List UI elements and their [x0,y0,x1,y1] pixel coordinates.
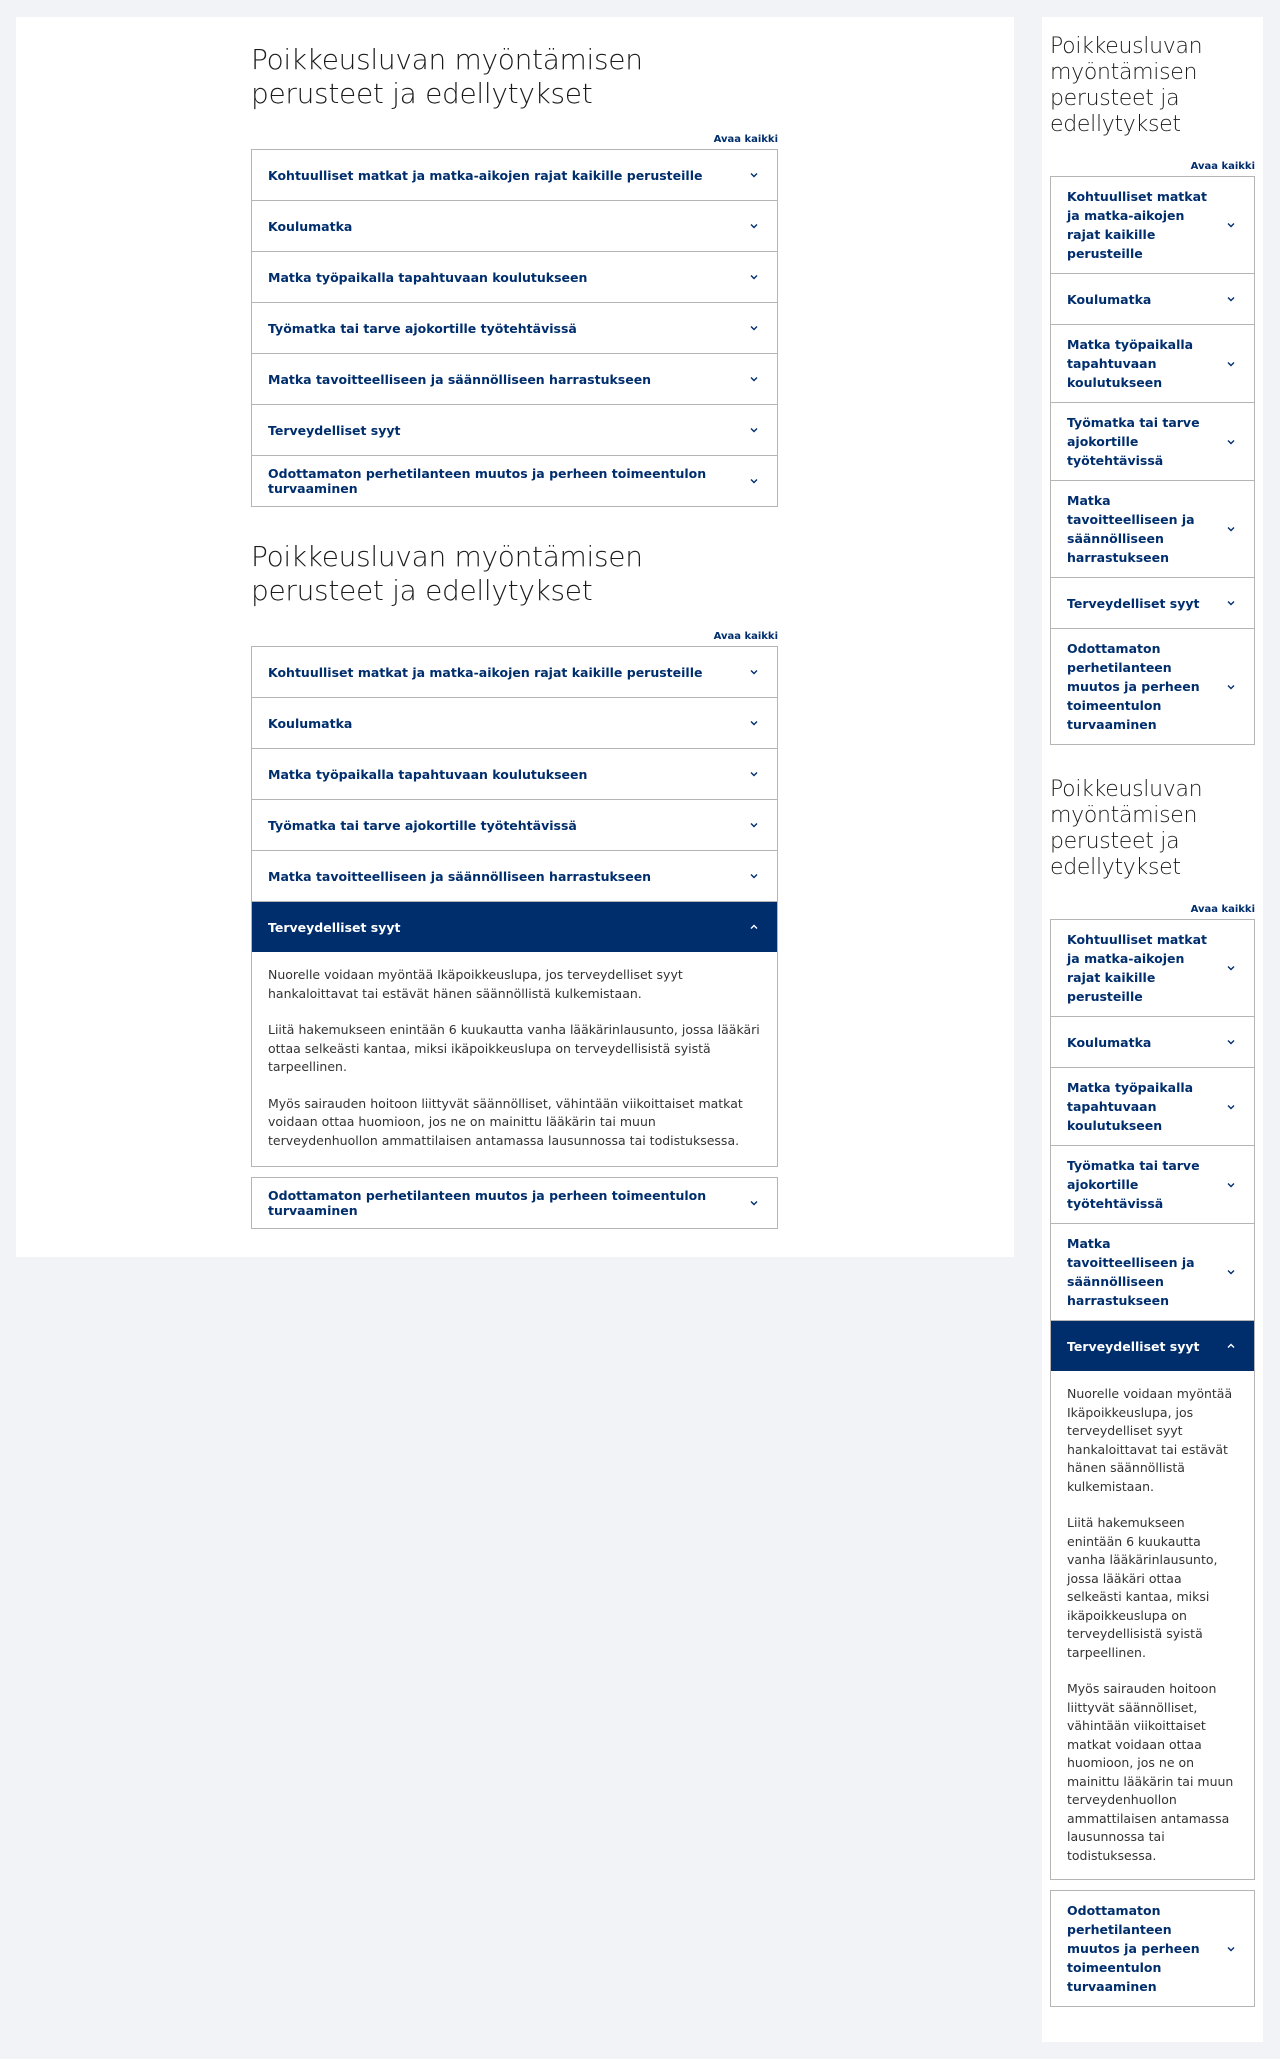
accordion-header[interactable] [1051,274,1254,324]
accordion-list [1050,1890,1255,2007]
accordion-header[interactable] [1051,629,1254,744]
accordion-list [251,1177,778,1229]
accordion-header[interactable] [252,647,777,697]
accordion-header[interactable] [1051,578,1254,628]
chevron-down-icon [1226,682,1236,692]
accordion-header-label: Työmatka tai tarve ajokortille työtehtävissä [1067,415,1200,468]
accordion-header[interactable] [1051,1146,1254,1223]
accordion-item [1051,628,1254,744]
content-paragraph: Myös sairauden hoitoon liittyvät säännölliset, vähintään viikoittaiset matkat voidaan ottaa huomioon, jos ne on mainittu lääkärin tai muun terveydenhuollon ammattilaisen antamassa lausunnossa tai todistuksessa. [1067,1681,1234,1863]
accordion-header[interactable] [252,1178,777,1228]
accordion-item [1051,480,1254,577]
content-paragraph: Myös sairauden hoitoon liittyvät säännölliset, vähintään viikoittaiset matkat voidaan ottaa huomioon, jos ne on mainittu lääkärin tai muun terveydenhuollon ammattilaisen antamassa lausunnossa tai todistuksessa. [268,1095,743,1148]
chevron-down-icon [1226,1180,1236,1190]
accordion-header-label: Odottamaton perhetilanteen muutos ja perheen toimeentulon turvaaminen [1067,641,1200,732]
accordion-item [252,850,777,901]
wide-preview-panel [16,17,1014,1257]
accordion-header[interactable] [1051,481,1254,577]
chevron-down-icon [1226,598,1236,608]
accordion-header-label: Kohtuulliset matkat ja matka-aikojen rajat kaikille perusteille [1067,189,1207,261]
accordion-item [252,799,777,850]
accordion-header-label: Matka työpaikalla tapahtuvaan koulutukseen [1067,337,1194,390]
accordion-header[interactable] [1051,403,1254,480]
accordion-header[interactable] [252,902,777,952]
accordion-header-label: Kohtuulliset matkat ja matka-aikojen rajat kaikille perusteille [268,167,703,183]
content-paragraph: Nuorelle voidaan myöntää Ikäpoikkeuslupa, jos terveydelliset syyt hankaloittavat tai estävät hänen säännöllistä kulkemistaan. [1067,1386,1233,1494]
accordion-header[interactable] [1051,1068,1254,1145]
accordion-header[interactable] [1051,1891,1254,2006]
accordion-header[interactable] [252,201,777,251]
chevron-down-icon [749,718,759,728]
accordion-header-label: Matka tavoitteelliseen ja säännölliseen harrastukseen [268,868,652,884]
accordion-item [1051,177,1254,273]
accordion-item [1051,920,1254,1016]
content-paragraph: Liitä hakemukseen enintään 6 kuukautta vanha lääkärinlausunto, jossa lääkäri ottaa selkeästi kantaa, miksi ikäpoikkeuslupa on terveydellisistä syistä tarpeellinen. [268,1022,760,1074]
accordion-header-label: Koulumatka [268,715,353,731]
chevron-down-icon [749,170,759,180]
accordion-header-label: Koulumatka [1067,291,1152,307]
accordion-list [1050,176,1255,745]
accordion-header-label: Matka tavoitteelliseen ja säännölliseen harrastukseen [268,371,652,387]
accordion-item-expanded [1051,1320,1254,1879]
accordion-header[interactable] [252,354,777,404]
chevron-down-icon [1226,359,1236,369]
accordion-header-label: Odottamaton perhetilanteen muutos ja perheen toimeentulon turvaaminen [1067,1903,1200,1994]
accordion-header-label: Koulumatka [268,218,353,234]
section-title: Poikkeusluvan myöntämisen perusteet ja edellytykset [251,43,643,110]
chevron-down-icon [1226,1102,1236,1112]
content-paragraph: Liitä hakemukseen enintään 6 kuukautta vanha lääkärinlausunto, jossa lääkäri ottaa selkeästi kantaa, miksi ikäpoikkeuslupa on terveydellisistä syistä tarpeellinen. [1067,1515,1218,1660]
accordion-header[interactable] [252,405,777,455]
accordion-header-label: Matka työpaikalla tapahtuvaan koulutukseen [268,766,588,782]
accordion-list [251,646,778,1167]
accordion-header[interactable] [252,698,777,748]
chevron-down-icon [749,425,759,435]
accordion-header[interactable] [252,252,777,302]
accordion-item [1051,1891,1254,2006]
accordion-section-expanded [1050,777,1255,2007]
accordion-header[interactable] [252,800,777,850]
chevron-down-icon [1226,524,1236,534]
accordion-item [1051,273,1254,324]
accordion-header-label: Työmatka tai tarve ajokortille työtehtävissä [268,817,577,833]
chevron-up-icon [1226,1341,1236,1351]
accordion-header[interactable] [1051,1017,1254,1067]
accordion-item [1051,1145,1254,1223]
open-all-link[interactable]: Avaa kaikki [713,134,778,145]
chevron-down-icon [749,667,759,677]
chevron-down-icon [1226,220,1236,230]
accordion-section-collapsed [1050,34,1255,745]
accordion-panel-content [252,952,777,1166]
chevron-down-icon [749,820,759,830]
chevron-down-icon [749,476,759,486]
open-all-link[interactable]: Avaa kaikki [1190,161,1255,172]
accordion-header-label: Matka tavoitteelliseen ja säännölliseen harrastukseen [1067,1236,1195,1308]
accordion-item [252,251,777,302]
accordion-item [1051,1223,1254,1320]
chevron-down-icon [749,323,759,333]
accordion-header[interactable] [252,851,777,901]
accordion-item [252,455,777,506]
accordion-item [252,697,777,748]
section-title: Poikkeusluvan myöntämisen perusteet ja edellytykset [1050,777,1203,880]
accordion-item [252,748,777,799]
chevron-down-icon [1226,963,1236,973]
chevron-down-icon [749,769,759,779]
accordion-header-label: Terveydelliset syyt [1067,1338,1200,1354]
narrow-preview-panel [1042,17,1263,2042]
accordion-header-label: Matka työpaikalla tapahtuvaan koulutukseen [268,269,588,285]
accordion-list [1050,919,1255,1880]
accordion-item [1051,402,1254,480]
chevron-down-icon [749,1198,759,1208]
accordion-header[interactable] [1051,177,1254,273]
accordion-item [252,150,777,200]
accordion-header-label: Kohtuulliset matkat ja matka-aikojen rajat kaikille perusteille [268,664,703,680]
chevron-down-icon [1226,294,1236,304]
chevron-down-icon [749,374,759,384]
chevron-down-icon [1226,1037,1236,1047]
accordion-item [1051,1016,1254,1067]
accordion-header-label: Koulumatka [1067,1034,1152,1050]
accordion-item-expanded [252,901,777,1166]
accordion-item [252,404,777,455]
accordion-header-label: Matka työpaikalla tapahtuvaan koulutukseen [1067,1080,1194,1133]
chevron-down-icon [1226,437,1236,447]
chevron-down-icon [749,221,759,231]
accordion-list [251,149,778,507]
accordion-header-label: Työmatka tai tarve ajokortille työtehtävissä [1067,1158,1200,1211]
accordion-header[interactable] [1051,1321,1254,1371]
open-all-link[interactable]: Avaa kaikki [713,631,778,642]
accordion-header-label: Odottamaton perhetilanteen muutos ja perheen toimeentulon turvaaminen [268,1188,707,1218]
chevron-down-icon [1226,1267,1236,1277]
accordion-panel-content [1051,1371,1254,1879]
accordion-section-collapsed [251,43,778,507]
section-title: Poikkeusluvan myöntämisen perusteet ja edellytykset [1050,34,1203,137]
accordion-item [1051,324,1254,402]
chevron-down-icon [749,871,759,881]
accordion-header[interactable] [1051,1224,1254,1320]
accordion-header-label: Terveydelliset syyt [268,422,401,438]
accordion-header[interactable] [1051,325,1254,402]
accordion-header[interactable] [252,303,777,353]
accordion-header[interactable] [252,749,777,799]
accordion-header[interactable] [1051,920,1254,1016]
accordion-header-label: Odottamaton perhetilanteen muutos ja perheen toimeentulon turvaaminen [268,466,707,496]
accordion-item [1051,1067,1254,1145]
chevron-up-icon [749,922,759,932]
accordion-item [252,200,777,251]
accordion-header-label: Terveydelliset syyt [268,919,401,935]
accordion-header-label: Työmatka tai tarve ajokortille työtehtävissä [268,320,577,336]
open-all-link[interactable]: Avaa kaikki [1190,904,1255,915]
chevron-down-icon [1226,1944,1236,1954]
accordion-item [252,353,777,404]
accordion-section-expanded [251,540,778,1229]
accordion-item [1051,577,1254,628]
accordion-item [252,302,777,353]
accordion-header-label: Kohtuulliset matkat ja matka-aikojen rajat kaikille perusteille [1067,932,1207,1004]
accordion-header-label: Terveydelliset syyt [1067,595,1200,611]
accordion-item [252,1178,777,1228]
accordion-header-label: Matka tavoitteelliseen ja säännölliseen harrastukseen [1067,493,1195,565]
content-paragraph: Nuorelle voidaan myöntää Ikäpoikkeuslupa, jos terveydelliset syyt hankaloittavat tai estävät hänen säännöllistä kulkemistaan. [268,967,683,1001]
accordion-header[interactable] [252,456,777,506]
accordion-header[interactable] [252,150,777,200]
accordion-item [252,647,777,697]
section-title: Poikkeusluvan myöntämisen perusteet ja edellytykset [251,540,643,607]
chevron-down-icon [749,272,759,282]
